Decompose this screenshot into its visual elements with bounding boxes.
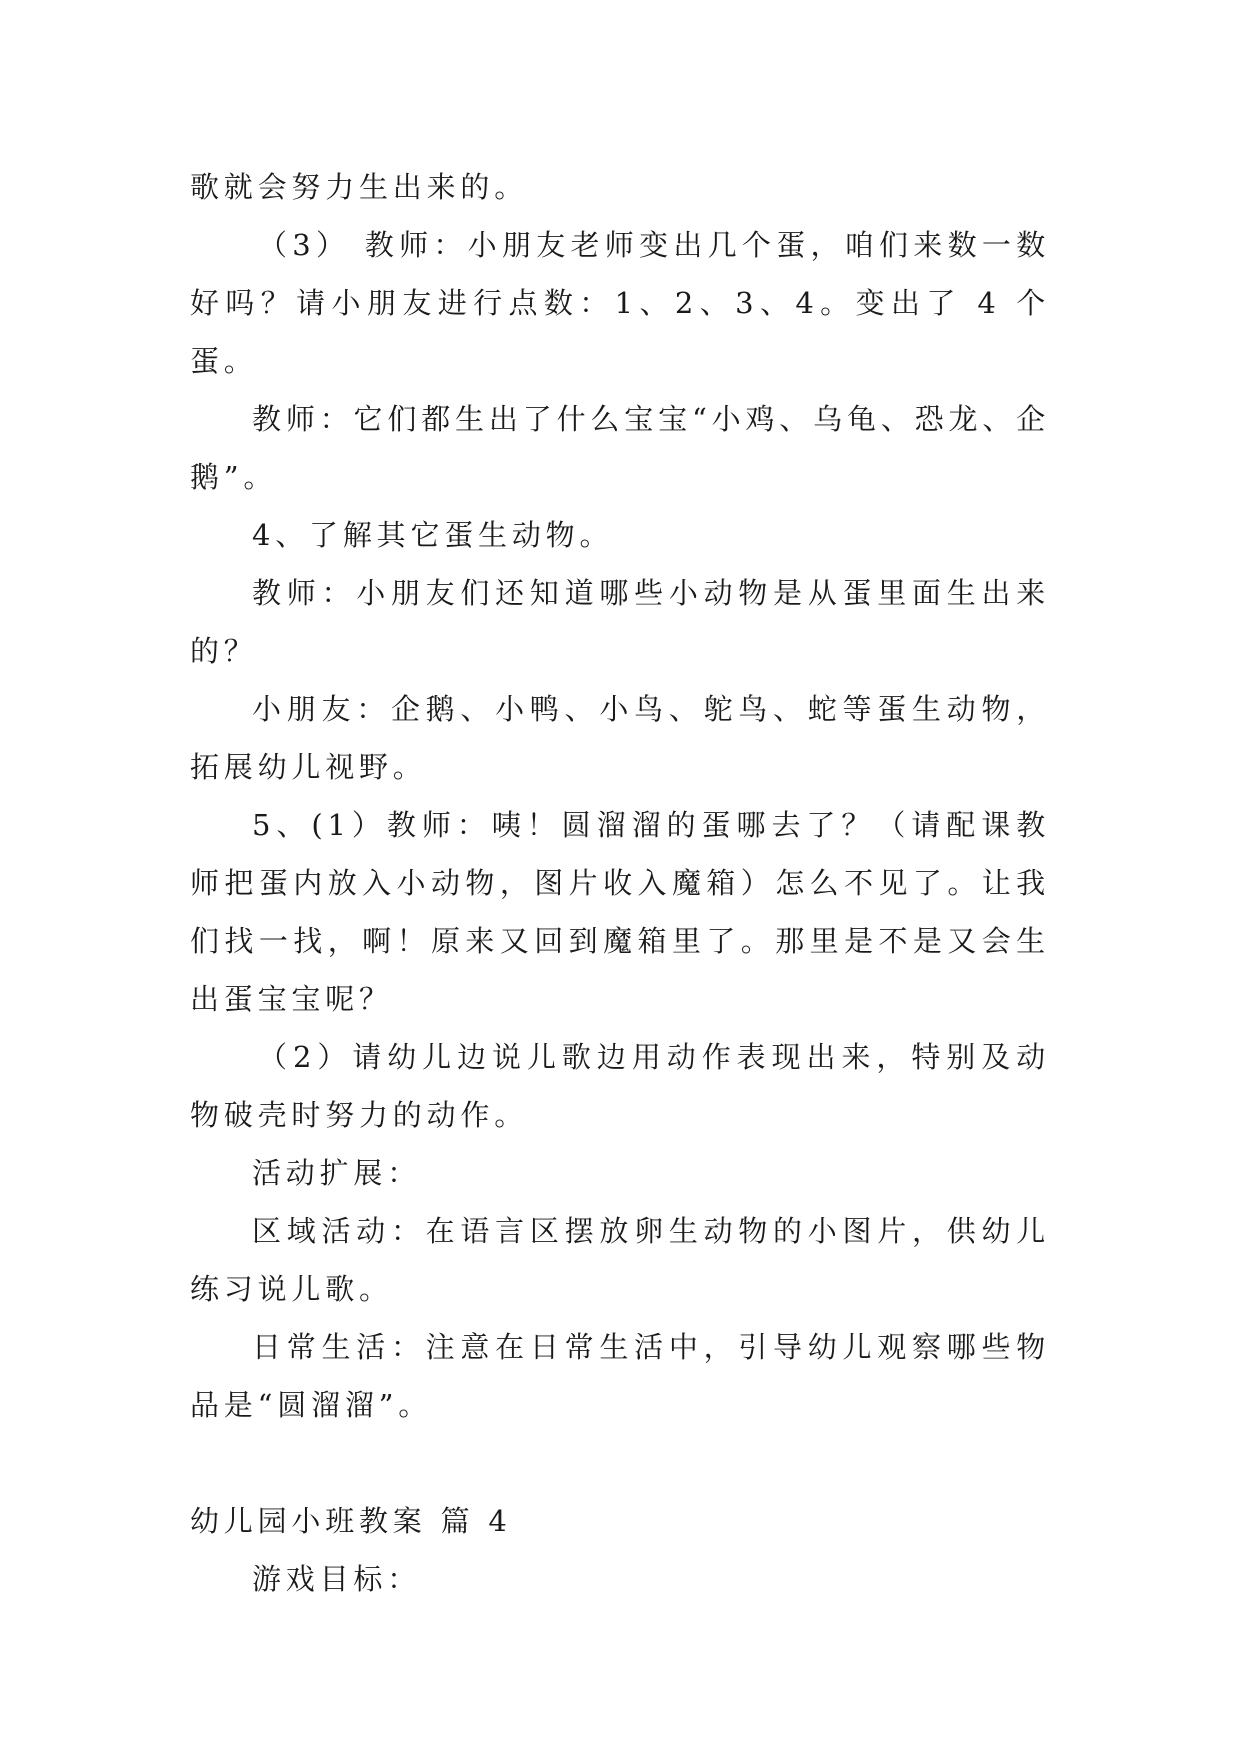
paragraph-area-activity: 区域活动：在语言区摆放卵生动物的小图片，供幼儿练习说儿歌。 (190, 1214, 1050, 1306)
paragraph-step-4: 4、了解其它蛋生动物。 (252, 518, 614, 552)
paragraph-game-goals: 游戏目标： (252, 1562, 422, 1596)
paragraph-step-5: 5、(1）教师：咦！圆溜溜的蛋哪去了？（请配课教师把蛋内放入小动物，图片收入魔箱）怎么不见了。让我们找一找，啊！原来又回到魔箱里了。那里是不是又会生出蛋宝宝呢？ (190, 808, 1050, 1016)
paragraph-continuation: 歌就会努力生出来的。 (190, 170, 529, 204)
paragraph-extension-title: 活动扩展： (252, 1156, 422, 1190)
paragraph-children-answer: 小朋友：企鹅、小鸭、小鸟、鸵鸟、蛇等蛋生动物，拓展幼儿视野。 (190, 692, 1050, 784)
paragraph-teacher-question: 教师：小朋友们还知道哪些小动物是从蛋里面生出来的？ (190, 576, 1050, 668)
paragraph-count-eggs: （3） 教师：小朋友老师变出几个蛋，咱们来数一数好吗？请小朋友进行点数：1、2、3、4。变出了 4 个蛋。 (190, 228, 1050, 378)
section-heading: 幼儿园小班教案 篇 4 (190, 1504, 512, 1538)
paragraph-daily-life: 日常生活：注意在日常生活中，引导幼儿观察哪些物品是“圆溜溜”。 (190, 1330, 1050, 1422)
paragraph-babies: 教师：它们都生出了什么宝宝“小鸡、乌龟、恐龙、企鹅”。 (190, 402, 1050, 494)
document-body (190, 158, 1050, 1608)
paragraph-step-5-2: （2）请幼儿边说儿歌边用动作表现出来，特别及动物破壳时努力的动作。 (190, 1040, 1050, 1132)
